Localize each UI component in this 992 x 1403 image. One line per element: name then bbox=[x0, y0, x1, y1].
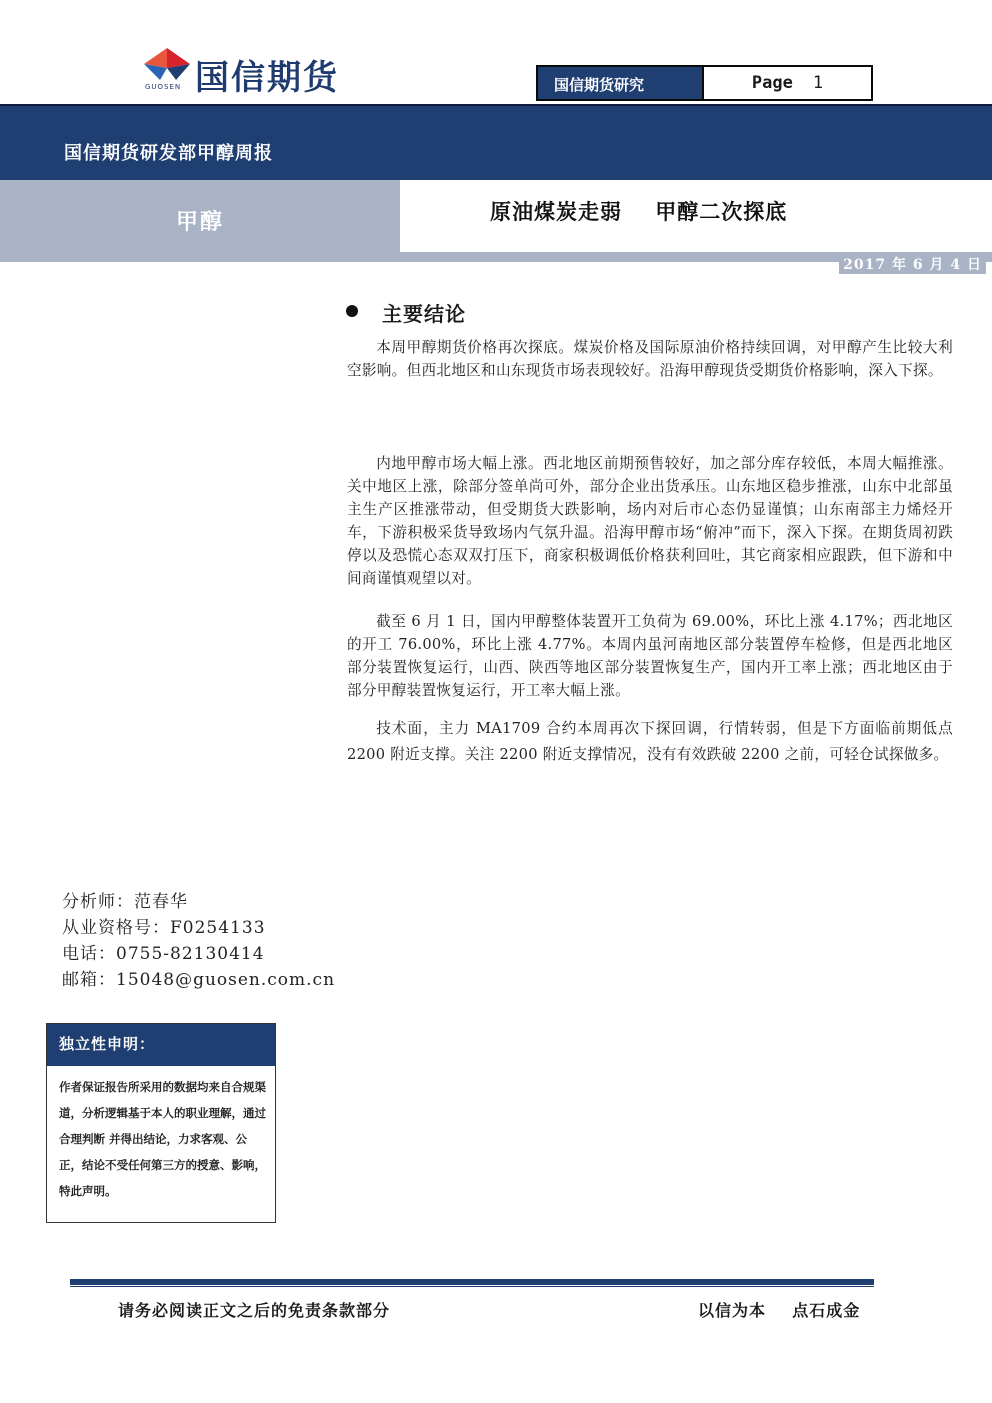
footer-divider-thin bbox=[70, 1286, 874, 1287]
bullet-icon bbox=[346, 305, 358, 317]
footer-divider bbox=[70, 1279, 874, 1285]
analyst-email[interactable]: 邮箱：15048@guosen.com.cn bbox=[62, 970, 336, 990]
analyst-phone: 电话：0755-82130414 bbox=[62, 944, 265, 964]
company-logo-subtext: GUOSEN bbox=[145, 83, 182, 91]
subject-name: 甲醇 bbox=[175, 209, 224, 235]
page-indicator bbox=[702, 65, 873, 101]
report-date: 2017 年 6 月 4 日 bbox=[839, 254, 986, 274]
report-title: 原油煤炭走弱 甲醇二次探底 bbox=[490, 199, 788, 224]
paragraph: 本周甲醇期货价格再次探底。煤炭价格及国际原油价格持续回调，对甲醇产生比较大利空影响。但西北地区和山东现货市场表现较好。沿海甲醇现货受期货价格影响，深入下探。 bbox=[347, 339, 953, 379]
company-logo-text: 国信期货 bbox=[195, 58, 339, 98]
department-report-title: 国信期货研发部甲醇周报 bbox=[64, 143, 273, 164]
research-label: 国信期货研究 bbox=[536, 65, 702, 101]
analyst-name: 分析师：范春华 bbox=[62, 892, 188, 912]
analyst-license: 从业资格号：F0254133 bbox=[62, 918, 266, 938]
declaration-body: 作者保证报告所采用的数据均来自合规渠道，分析逻辑基于本人的职业理解，通过合理判断 并得出结论，力求客观、公正，结论不受任何第三方的授意、影响，特此声明。 bbox=[59, 1080, 266, 1198]
footer-slogan: 以信为本 点石成金 bbox=[698, 1301, 861, 1320]
footer-disclaimer: 请务必阅读正文之后的免责条款部分 bbox=[118, 1301, 391, 1320]
section-heading: 主要结论 bbox=[382, 302, 466, 326]
paragraph: 技术面，主力 MA1709 合约本周再次下探回调，行情转弱，但是下方面临前期低点 2200 附近支撑。关注 2200 附近支撑情况，没有有效跌破 2200 之前，可轻仓试探做多。 bbox=[347, 720, 953, 763]
page-label: Page bbox=[751, 73, 793, 93]
paragraph: 截至 6 月 1 日，国内甲醇整体装置开工负荷为 69.00%，环比上涨 4.17%；西北地区的开工 76.00%，环比上涨 4.77%。本周内虽河南地区部分装置停车检修，但是西北地区部分装置恢复运行，山西、陕西等地区部分装置恢复生产，国内开工率上涨；西北地区由于部分甲醇装置恢复运行，开工率大幅上涨。 bbox=[347, 613, 953, 699]
declaration-heading: 独立性申明： bbox=[47, 1024, 275, 1066]
page-number: 1 bbox=[812, 73, 824, 93]
paragraph: 内地甲醇市场大幅上涨。西北地区前期预售较好，加之部分库存较低，本周大幅推涨。关中地区上涨，除部分签单尚可外，部分企业出货承压。山东地区稳步推涨，山东中北部虽主生产区推涨带动，但受期货大跌影响，场内对后市心态仍显谨慎；山东南部主力烯烃开车，下游积极采货导致场内气氛升温。沿海甲醇市场“俯冲”而下，深入下探。在期货周初跌停以及恐慌心态双双打压下，商家积极调低价格获利回吐，其它商家相应跟跌，但下游和中间商谨慎观望以对。 bbox=[347, 455, 953, 587]
